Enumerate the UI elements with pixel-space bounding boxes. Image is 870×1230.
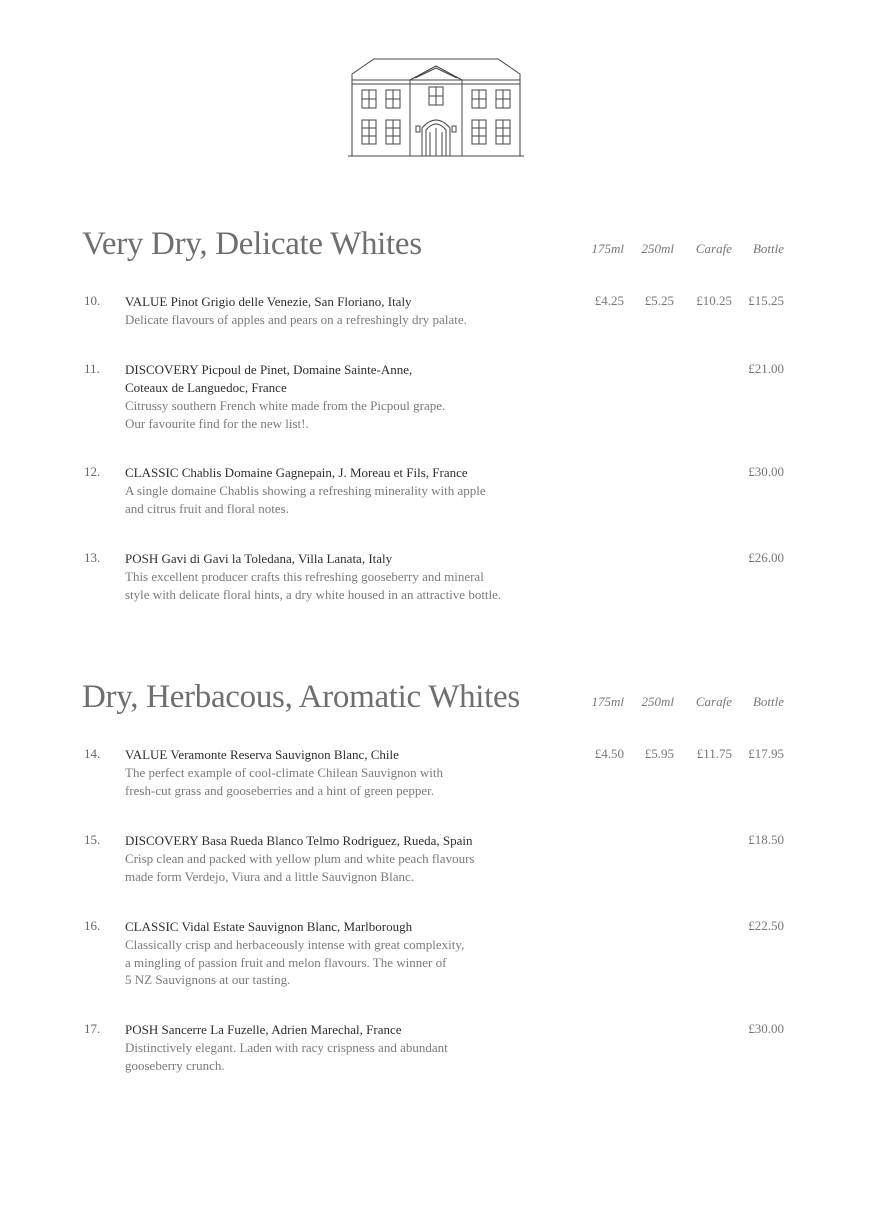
item-number: 12. — [84, 464, 101, 479]
item-number: 10. — [84, 293, 101, 308]
wine-description: a mingling of passion fruit and melon flavours. The winner of — [125, 954, 447, 970]
price-bottle: £26.00 — [748, 550, 784, 565]
price-bottle: £17.95 — [748, 746, 784, 761]
item-number: 15. — [84, 832, 101, 847]
item-number: 17. — [84, 1021, 101, 1036]
wine-description: fresh-cut grass and gooseberries and a hint of green pepper. — [125, 782, 434, 798]
wine-name: POSH Sancerre La Fuzelle, Adrien Marechal, France — [125, 1022, 402, 1037]
item-number: 11. — [84, 361, 100, 376]
price-carafe: £10.25 — [696, 293, 732, 308]
wine-description: Citrussy southern French white made from the Picpoul grape. — [125, 398, 446, 413]
section-heading: Very Dry, Delicate Whites — [82, 226, 422, 262]
price-bottle: £15.25 — [748, 293, 784, 308]
column-header-175ml: 175ml — [591, 694, 624, 709]
wine-name: Coteaux de Languedoc, France — [125, 380, 287, 395]
section-heading: Dry, Herbacous, Aromatic Whites — [82, 679, 520, 715]
wine-name: VALUE Veramonte Reserva Sauvignon Blanc, Chile — [125, 747, 399, 762]
wine-description: 5 NZ Sauvignons at our tasting. — [125, 972, 291, 987]
wine-description: and citrus fruit and floral notes. — [125, 500, 289, 516]
price-bottle: £21.00 — [748, 361, 784, 376]
wine-name: CLASSIC Vidal Estate Sauvignon Blanc, Marlborough — [125, 919, 413, 934]
price-250ml: £5.25 — [644, 293, 674, 308]
price-250ml: £5.95 — [644, 746, 674, 761]
wine-description: gooseberry crunch. — [125, 1057, 225, 1073]
wine-name: DISCOVERY Basa Rueda Blanco Telmo Rodriguez, Rueda, Spain — [125, 833, 473, 848]
item-number: 14. — [84, 746, 101, 761]
wine-description: Crisp clean and packed with yellow plum and white peach flavours — [125, 851, 475, 866]
column-header-250ml: 250ml — [641, 694, 674, 709]
wine-name: DISCOVERY Picpoul de Pinet, Domaine Sainte-Anne, — [125, 362, 413, 377]
item-number: 13. — [84, 550, 101, 565]
price-carafe: £11.75 — [696, 746, 732, 761]
wine-name: POSH Gavi di Gavi la Toledana, Villa Lanata, Italy — [125, 551, 393, 566]
wine-description: Delicate flavours of apples and pears on a refreshingly dry palate. — [125, 312, 467, 327]
wine-description: This excellent producer crafts this refreshing gooseberry and mineral — [125, 569, 484, 584]
wine-description: Classically crisp and herbaceously intense with great complexity, — [125, 937, 465, 952]
wine-description: The perfect example of cool-climate Chilean Sauvignon with — [125, 765, 444, 780]
wine-description: style with delicate floral hints, a dry white housed in an attractive bottle. — [125, 586, 502, 602]
item-number: 16. — [84, 918, 101, 933]
wine-description: A single domaine Chablis showing a refreshing minerality with apple — [125, 483, 486, 498]
price-bottle: £18.50 — [748, 832, 784, 847]
column-header-250ml: 250ml — [641, 241, 674, 256]
price-175ml: £4.50 — [594, 746, 624, 761]
column-header-bottle: Bottle — [752, 694, 784, 709]
wine-description: made form Verdejo, Viura and a little Sauvignon Blanc. — [125, 868, 415, 884]
column-header-bottle: Bottle — [752, 241, 784, 256]
column-header-carafe: Carafe — [695, 241, 732, 256]
column-header-carafe: Carafe — [695, 694, 732, 709]
price-bottle: £30.00 — [748, 1021, 784, 1036]
wine-name: VALUE Pinot Grigio delle Venezie, San Floriano, Italy — [125, 294, 412, 309]
column-header-175ml: 175ml — [591, 241, 624, 256]
price-bottle: £22.50 — [748, 918, 784, 933]
wine-name: CLASSIC Chablis Domaine Gagnepain, J. Moreau et Fils, France — [125, 465, 468, 480]
price-175ml: £4.25 — [594, 293, 624, 308]
price-bottle: £30.00 — [748, 464, 784, 479]
house-logo-icon — [348, 56, 524, 160]
wine-description: Our favourite find for the new list!. — [125, 415, 309, 431]
wine-description: Distinctively elegant. Laden with racy crispness and abundant — [125, 1040, 448, 1055]
